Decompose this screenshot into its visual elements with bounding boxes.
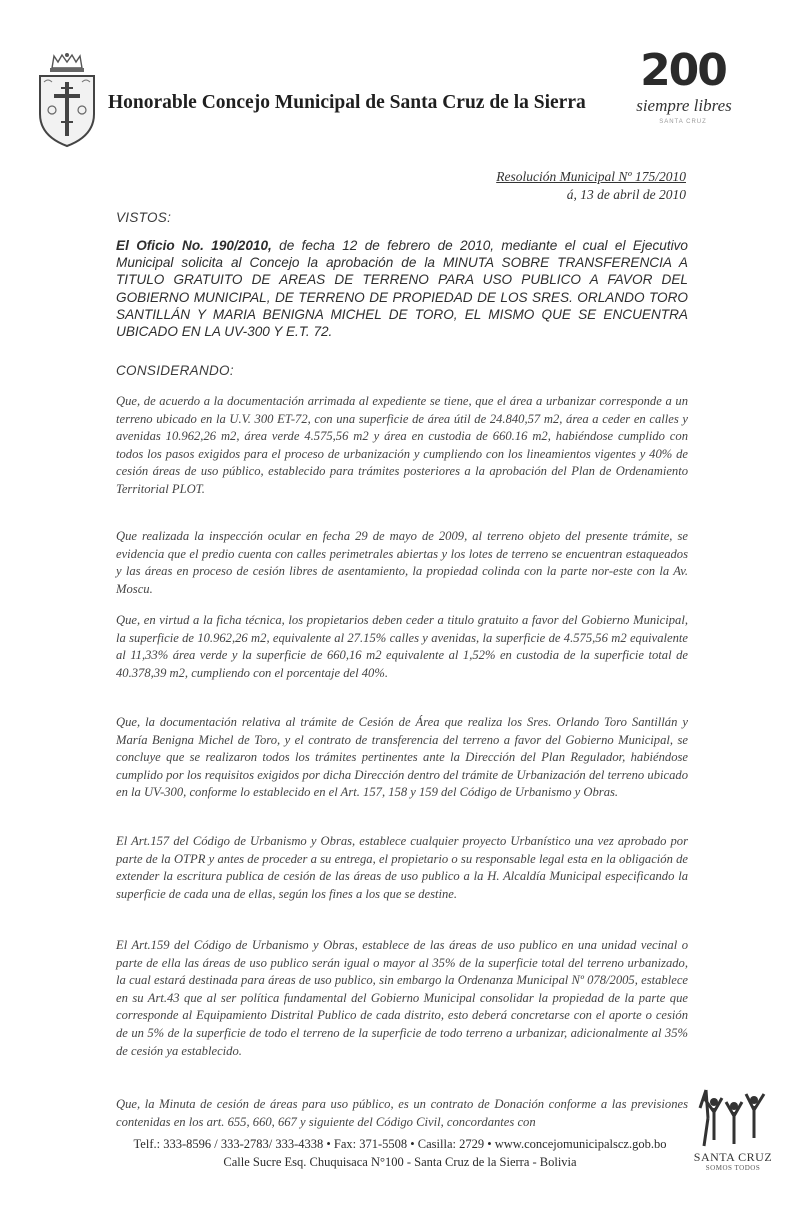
vistos-heading: VISTOS: xyxy=(116,210,172,225)
considerando-paragraph: Que, en virtud a la ficha técnica, los propietarios deben ceder a titulo gratuito a favor del Gobierno Municipal, la superficie de 10.962,26 m2, equivalente al 27.15% calles y avenidas, la superficie de 4.575,56 m2 equivalente al 11,33% área verde y la superficie de 660,16 m2 equivalente al 1,52% en custodia de la superficie total de 40.378,39 m2, cumpliendo con el porcentaje del 40%. xyxy=(116,613,688,680)
resolution-date: á, 13 de abril de 2010 xyxy=(566,187,686,202)
considerando-paragraph: El Art.159 del Código de Urbanismo y Obras, establece de las áreas de uso publico en una unidad vecinal o parte de ella las áreas de uso publico serán igual o mayor al 35% de la superficie total del terreno urbanizado, la cual estará destinada para áreas de uso publico, sin embargo la Ordenanza Municipal Nº 078/2005, establece en su Art.43 que al ser política fundamental del Gobierno Municipal consolidar la propiedad de la parte que corresponde al Equipamiento Distrital Publico de cada distrito, esto deberá concretarse con el aporte o cesión de un 5% de la superficie de todo el terreno de la superficie de todo terreno a urbanizar, adicionalmente al 35% de cesión ya establecido. xyxy=(116,938,688,1058)
considerando-paragraph: Que, la documentación relativa al trámite de Cesión de Área que realiza los Sres. Orlando Toro Santillán y María Benigna Michel de Toro, y el contrato de transferencia del terreno a favor del Gobierno Municipal, se concluye que se realizaron todos los trámites pertinentes ante la Dirección del Plan Regulador, habiéndose cumplido por los requisitos exigidos por dicha Dirección dentro del trámite de Urbanización del terreno ubicado en la UV-300, conforme lo establecido en el Art. 157, 158 y 159 del Código de Urbanismo y Obras. xyxy=(116,715,688,800)
institution-title: Honorable Concejo Municipal de Santa Cruz de la Sierra xyxy=(108,92,586,113)
people-figures-icon xyxy=(692,1088,774,1150)
logo-number: 200 xyxy=(640,45,726,96)
footer-address: Calle Sucre Esq. Chuquisaca N°100 - Santa Cruz de la Sierra - Bolivia xyxy=(223,1155,577,1169)
vistos-paragraph xyxy=(116,237,688,340)
logo-somos-todos-text: SOMOS TODOS xyxy=(705,1164,761,1172)
logo-tagline: siempre libres xyxy=(636,96,732,115)
logo-subtitle: SANTA CRUZ xyxy=(659,119,707,125)
considerando-paragraph: Que realizada la inspección ocular en fecha 29 de mayo de 2009, al terreno objeto del presente trámite, se evidencia que el predio cuenta con calles perimetrales abiertas y los lotes de terreno se encuentran estaqueados y las áreas en proceso de cesión libres de asentamiento, la propiedad colinda con la parte nor-este con la Av. Moscu. xyxy=(116,529,688,596)
footer-contact: Telf.: 333-8596 / 333-2783/ 333-4338 • Fax: 371-5508 • Casilla: 2729 • www.concejomunicipalscz.gob.bo xyxy=(133,1137,667,1151)
considerando-heading: CONSIDERANDO: xyxy=(116,363,234,378)
considerando-paragraph: Que, de acuerdo a la documentación arrimada al expediente se tiene, que el área a urbanizar corresponde a un terreno ubicado en la U.V. 300 ET-72, con una superficie de área útil de 24.840,57 m2, área a ceder en calles y avenidas 10.962,26 m2, área verde 4.575,56 m2 y área en custodia de 660.16 m2, habiéndose cumplido con todos los pasos exigidos para el proceso de urbanización y cumpliendo con los lineamientos vigentes y 40% de cesión áreas de uso público, establecido para trámites posteriores a la aprobación del Plan de Ordenamiento Territorial PLOT. xyxy=(116,394,688,496)
logo-santa-cruz-text: SANTA CRUZ xyxy=(693,1150,773,1164)
considerando-paragraph: El Art.157 del Código de Urbanismo y Obras, establece cualquier proyecto Urbanístico una vez aprobado por parte de la OTPR y antes de proceder a su entrega, el propietario o su responsable legal esta en la obligación de extender la escritura publica de cesión de las áreas de uso publico a la H. Alcaldía Municipal especificando la superficie de cada una de ellas, según los fines a los que se destine. xyxy=(116,834,688,901)
oficio-reference: El Oficio No. 190/2010, xyxy=(116,238,272,253)
coat-of-arms-icon xyxy=(34,52,100,148)
resolution-number: Resolución Municipal Nº 175/2010 xyxy=(496,169,686,184)
bicentenary-logo xyxy=(618,46,748,138)
vistos-text: de fecha 12 de febrero de 2010, mediante el cual el Ejecutivo Municipal solicita al Concejo la aprobación de la MINUTA SOBRE TRANSFERENCIA A TITULO GRATUITO DE AREAS DE TERRENO PARA USO PUBLICO A FAVOR DEL GOBIERNO MUNICIPAL, DE TERRENO DE PROPIEDAD DE LOS SRES. ORLANDO TORO SANTILLÁN Y MARIA BENIGNA MICHEL DE TORO, EL MISMO QUE SE ENCUENTRA UBICADO EN LA UV-300 Y E.T. 72. xyxy=(116,238,688,340)
santa-cruz-somos-todos-logo xyxy=(692,1088,774,1172)
considerando-paragraph: Que, la Minuta de cesión de áreas para uso público, es un contrato de Donación conforme a las previsiones contenidas en los art. 655, 660, 667 y siguiente del Código Civil, concordantes con xyxy=(116,1097,688,1129)
